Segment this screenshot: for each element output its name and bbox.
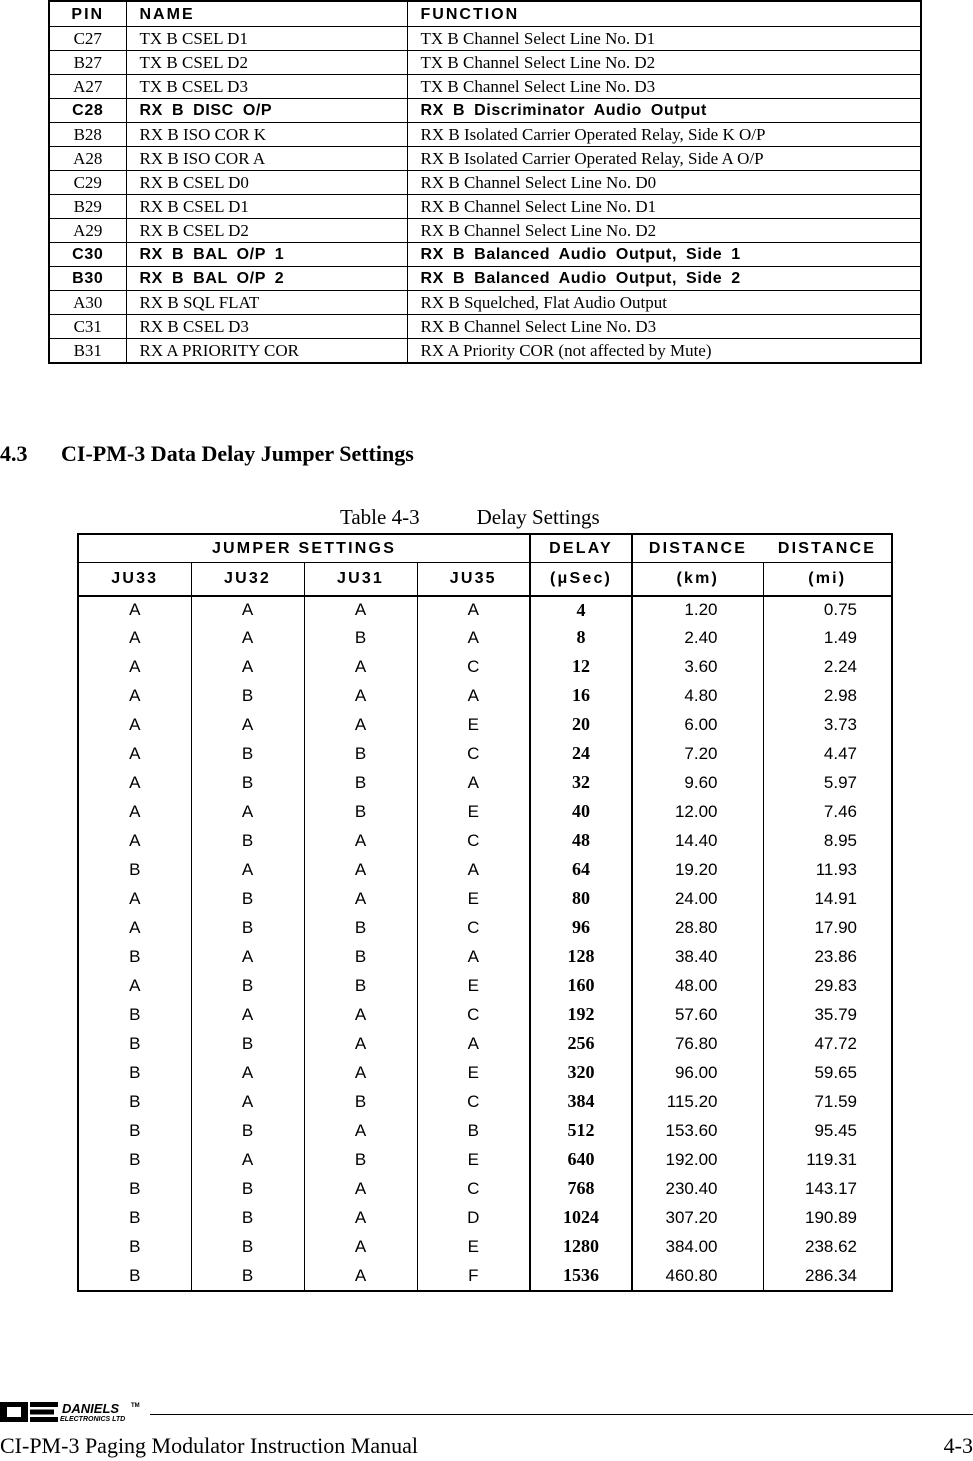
distance-km-header: DISTANCE bbox=[632, 534, 763, 563]
pin-row bbox=[49, 171, 921, 195]
delay-cell: 8 bbox=[530, 623, 632, 652]
delay-cell: 48 bbox=[530, 826, 632, 855]
ju33-cell: A bbox=[78, 797, 191, 826]
function-cell: RX B Channel Select Line No. D3 bbox=[407, 315, 921, 339]
ju35-cell: A bbox=[417, 1029, 530, 1058]
footer-page-number: 4-3 bbox=[943, 1433, 973, 1458]
name-cell: RX B BAL O/P 1 bbox=[126, 243, 407, 267]
ju33-cell: A bbox=[78, 623, 191, 652]
ju33-cell: B bbox=[78, 1116, 191, 1145]
ju33-cell: B bbox=[78, 1203, 191, 1232]
ju31-cell: A bbox=[304, 1203, 417, 1232]
delay-cell: 20 bbox=[530, 710, 632, 739]
delay-row bbox=[78, 1232, 892, 1261]
ju33-cell: A bbox=[78, 768, 191, 797]
pin-cell: C27 bbox=[49, 27, 126, 51]
mi-cell: 3.73 bbox=[823, 714, 857, 734]
logo-sub: ELECTRONICS LTD bbox=[60, 1416, 126, 1423]
ju32-cell: A bbox=[191, 942, 304, 971]
delay-row bbox=[78, 710, 892, 739]
ju32-cell: B bbox=[191, 1029, 304, 1058]
ju33-cell: A bbox=[78, 884, 191, 913]
pin-table-body bbox=[49, 27, 921, 364]
ju32-cell: B bbox=[191, 884, 304, 913]
name-cell: TX B CSEL D3 bbox=[126, 75, 407, 99]
function-cell: TX B Channel Select Line No. D3 bbox=[407, 75, 921, 99]
distance-mi-header: DISTANCE bbox=[763, 534, 892, 563]
logo-e-mark bbox=[30, 1402, 58, 1407]
ju35-cell: C bbox=[417, 1000, 530, 1029]
function-cell: RX B Balanced Audio Output, Side 1 bbox=[407, 243, 921, 267]
km-cell: 96.00 bbox=[632, 1058, 763, 1087]
section-title: CI-PM-3 Data Delay Jumper Settings bbox=[61, 441, 414, 466]
mi-cell: 95.45 bbox=[814, 1120, 857, 1140]
delay-row bbox=[78, 826, 892, 855]
ju32-cell: A bbox=[191, 596, 304, 623]
mi-cell: 29.83 bbox=[814, 975, 857, 995]
ju32-cell: A bbox=[191, 1058, 304, 1087]
ju31-cell: A bbox=[304, 1000, 417, 1029]
ju31-cell: A bbox=[304, 1232, 417, 1261]
ju32-cell: B bbox=[191, 1116, 304, 1145]
ju32-cell: B bbox=[191, 1232, 304, 1261]
name-cell: RX B DISC O/P bbox=[126, 99, 407, 123]
ju33-cell: A bbox=[78, 681, 191, 710]
ju31-cell: B bbox=[304, 739, 417, 768]
ju32-cell: A bbox=[191, 1087, 304, 1116]
ju31-cell: A bbox=[304, 1116, 417, 1145]
logo-tm: TM bbox=[131, 1403, 140, 1409]
ju32-cell: A bbox=[191, 797, 304, 826]
km-cell: 19.20 bbox=[632, 855, 763, 884]
delay-cell: 24 bbox=[530, 739, 632, 768]
ju35-cell: A bbox=[417, 768, 530, 797]
ju35-cell: C bbox=[417, 826, 530, 855]
ju35-cell: E bbox=[417, 884, 530, 913]
ju35-cell: C bbox=[417, 1174, 530, 1203]
name-cell: RX B ISO COR K bbox=[126, 123, 407, 147]
pin-row bbox=[49, 99, 921, 123]
delay-settings-table bbox=[77, 533, 893, 1292]
name-header: NAME bbox=[126, 1, 407, 27]
pin-cell: B28 bbox=[49, 123, 126, 147]
delay-header: DELAY bbox=[530, 534, 632, 563]
ju32-cell: B bbox=[191, 1174, 304, 1203]
ju31-cell: A bbox=[304, 681, 417, 710]
ju33-cell: B bbox=[78, 942, 191, 971]
ju31-cell: A bbox=[304, 855, 417, 884]
function-cell: RX B Isolated Carrier Operated Relay, Side A O/P bbox=[407, 147, 921, 171]
mi-cell: 35.79 bbox=[814, 1004, 857, 1024]
mi-cell: 17.90 bbox=[814, 917, 857, 937]
ju35-cell: E bbox=[417, 971, 530, 1000]
mi-cell: 1.49 bbox=[823, 627, 857, 647]
km-cell: 230.40 bbox=[632, 1174, 763, 1203]
pin-table-header bbox=[49, 1, 921, 27]
ju31-cell: B bbox=[304, 623, 417, 652]
pin-row bbox=[49, 267, 921, 291]
ju32-cell: B bbox=[191, 768, 304, 797]
km-cell: 7.20 bbox=[632, 739, 763, 768]
mi-cell: 11.93 bbox=[815, 859, 857, 879]
ju31-cell: B bbox=[304, 971, 417, 1000]
name-cell: TX B CSEL D1 bbox=[126, 27, 407, 51]
ju35-cell: A bbox=[417, 942, 530, 971]
ju32-cell: A bbox=[191, 710, 304, 739]
function-header: FUNCTION bbox=[407, 1, 921, 27]
delay-cell: 40 bbox=[530, 797, 632, 826]
km-cell: 153.60 bbox=[632, 1116, 763, 1145]
mi-cell: 8.95 bbox=[823, 830, 857, 850]
ju32-cell: A bbox=[191, 1145, 304, 1174]
km-cell: 38.40 bbox=[632, 942, 763, 971]
delay-row bbox=[78, 1029, 892, 1058]
function-cell: TX B Channel Select Line No. D1 bbox=[407, 27, 921, 51]
table-caption-title: Delay Settings bbox=[476, 505, 600, 529]
ju32-cell: B bbox=[191, 826, 304, 855]
ju35-cell: E bbox=[417, 1145, 530, 1174]
pin-row bbox=[49, 291, 921, 315]
mi-cell: 2.98 bbox=[823, 685, 857, 705]
table-caption bbox=[340, 505, 600, 530]
name-cell: RX B CSEL D0 bbox=[126, 171, 407, 195]
ju31-cell: A bbox=[304, 884, 417, 913]
name-cell: RX B CSEL D2 bbox=[126, 219, 407, 243]
pin-cell: C31 bbox=[49, 315, 126, 339]
ju32-cell: A bbox=[191, 1000, 304, 1029]
delay-row bbox=[78, 623, 892, 652]
km-cell: 12.00 bbox=[632, 797, 763, 826]
km-cell: 6.00 bbox=[632, 710, 763, 739]
pin-row bbox=[49, 195, 921, 219]
mi-cell: 14.91 bbox=[814, 888, 857, 908]
delay-row bbox=[78, 1174, 892, 1203]
ju33-cell: A bbox=[78, 739, 191, 768]
pin-row bbox=[49, 123, 921, 147]
pin-row bbox=[49, 147, 921, 171]
ju32-header: JU32 bbox=[191, 563, 304, 597]
delay-row bbox=[78, 855, 892, 884]
pin-row bbox=[49, 27, 921, 51]
mi-cell: 47.72 bbox=[814, 1033, 857, 1053]
ju33-header: JU33 bbox=[78, 563, 191, 597]
ju32-cell: A bbox=[191, 652, 304, 681]
mi-cell: 2.24 bbox=[823, 656, 857, 676]
delay-row bbox=[78, 913, 892, 942]
delay-cell: 16 bbox=[530, 681, 632, 710]
function-cell: RX A Priority COR (not affected by Mute) bbox=[407, 339, 921, 364]
ju35-header: JU35 bbox=[417, 563, 530, 597]
ju33-cell: B bbox=[78, 1174, 191, 1203]
pin-cell: B27 bbox=[49, 51, 126, 75]
delay-row bbox=[78, 1203, 892, 1232]
pin-row bbox=[49, 243, 921, 267]
delay-cell: 80 bbox=[530, 884, 632, 913]
ju32-cell: A bbox=[191, 855, 304, 884]
footer-manual-title: CI-PM-3 Paging Modulator Instruction Manual bbox=[0, 1433, 418, 1458]
delay-row bbox=[78, 1058, 892, 1087]
ju33-cell: B bbox=[78, 1232, 191, 1261]
ju35-cell: A bbox=[417, 855, 530, 884]
mi-cell: 71.59 bbox=[814, 1091, 857, 1111]
delay-cell: 12 bbox=[530, 652, 632, 681]
ju31-header: JU31 bbox=[304, 563, 417, 597]
ju32-cell: B bbox=[191, 971, 304, 1000]
delay-row bbox=[78, 1087, 892, 1116]
ju31-cell: A bbox=[304, 652, 417, 681]
ju31-cell: B bbox=[304, 942, 417, 971]
ju35-cell: A bbox=[417, 681, 530, 710]
ju33-cell: B bbox=[78, 1087, 191, 1116]
ju35-cell: F bbox=[417, 1261, 530, 1291]
ju31-cell: A bbox=[304, 596, 417, 623]
km-cell: 2.40 bbox=[632, 623, 763, 652]
pin-header: PIN bbox=[49, 1, 126, 27]
delay-cell: 768 bbox=[530, 1174, 632, 1203]
km-cell: 192.00 bbox=[632, 1145, 763, 1174]
ju31-cell: A bbox=[304, 826, 417, 855]
function-cell: RX B Channel Select Line No. D2 bbox=[407, 219, 921, 243]
ju31-cell: A bbox=[304, 710, 417, 739]
pin-row bbox=[49, 219, 921, 243]
delay-row bbox=[78, 942, 892, 971]
ju31-cell: A bbox=[304, 1058, 417, 1087]
ju33-cell: B bbox=[78, 1000, 191, 1029]
delay-cell: 640 bbox=[530, 1145, 632, 1174]
delay-cell: 4 bbox=[530, 596, 632, 623]
ju35-cell: C bbox=[417, 739, 530, 768]
jumper-settings-header: JUMPER SETTINGS bbox=[78, 534, 530, 563]
ju31-cell: A bbox=[304, 1261, 417, 1291]
delay-row bbox=[78, 797, 892, 826]
ju32-cell: B bbox=[191, 681, 304, 710]
ju32-cell: B bbox=[191, 1203, 304, 1232]
km-unit-header: (km) bbox=[632, 563, 763, 597]
delay-row bbox=[78, 1145, 892, 1174]
ju33-cell: A bbox=[78, 913, 191, 942]
ju35-cell: C bbox=[417, 913, 530, 942]
section-heading bbox=[0, 441, 414, 467]
delay-cell: 1280 bbox=[530, 1232, 632, 1261]
ju35-cell: B bbox=[417, 1116, 530, 1145]
km-cell: 57.60 bbox=[632, 1000, 763, 1029]
pin-cell: A27 bbox=[49, 75, 126, 99]
ju31-cell: A bbox=[304, 1029, 417, 1058]
pin-cell: A28 bbox=[49, 147, 126, 171]
km-cell: 307.20 bbox=[632, 1203, 763, 1232]
ju33-cell: B bbox=[78, 1029, 191, 1058]
pin-cell: C29 bbox=[49, 171, 126, 195]
function-cell: RX B Channel Select Line No. D1 bbox=[407, 195, 921, 219]
ju33-cell: B bbox=[78, 855, 191, 884]
delay-row bbox=[78, 768, 892, 797]
mi-cell: 4.47 bbox=[823, 743, 857, 763]
mi-cell: 59.65 bbox=[814, 1062, 857, 1082]
mi-cell: 190.89 bbox=[805, 1207, 857, 1227]
ju32-cell: B bbox=[191, 1261, 304, 1291]
function-cell: RX B Isolated Carrier Operated Relay, Side K O/P bbox=[407, 123, 921, 147]
ju31-cell: B bbox=[304, 797, 417, 826]
km-cell: 384.00 bbox=[632, 1232, 763, 1261]
pin-cell: B30 bbox=[49, 267, 126, 291]
function-cell: TX B Channel Select Line No. D2 bbox=[407, 51, 921, 75]
delay-table-subheader-row bbox=[78, 563, 892, 597]
ju35-cell: A bbox=[417, 623, 530, 652]
mi-cell: 119.31 bbox=[806, 1149, 857, 1169]
delay-cell: 384 bbox=[530, 1087, 632, 1116]
km-cell: 48.00 bbox=[632, 971, 763, 1000]
ju31-cell: A bbox=[304, 1174, 417, 1203]
name-cell: RX B CSEL D3 bbox=[126, 315, 407, 339]
delay-cell: 512 bbox=[530, 1116, 632, 1145]
ju35-cell: A bbox=[417, 596, 530, 623]
delay-row bbox=[78, 1261, 892, 1291]
delay-cell: 160 bbox=[530, 971, 632, 1000]
pin-cell: B31 bbox=[49, 339, 126, 364]
ju35-cell: E bbox=[417, 1232, 530, 1261]
ju31-cell: B bbox=[304, 913, 417, 942]
delay-table-body bbox=[78, 596, 892, 1291]
delay-cell: 192 bbox=[530, 1000, 632, 1029]
section-number: 4.3 bbox=[0, 441, 28, 466]
name-cell: RX B SQL FLAT bbox=[126, 291, 407, 315]
function-cell: RX B Channel Select Line No. D0 bbox=[407, 171, 921, 195]
km-cell: 1.20 bbox=[632, 596, 763, 623]
function-cell: RX B Discriminator Audio Output bbox=[407, 99, 921, 123]
delay-row bbox=[78, 596, 892, 623]
ju32-cell: B bbox=[191, 739, 304, 768]
delay-cell: 1024 bbox=[530, 1203, 632, 1232]
km-cell: 460.80 bbox=[632, 1261, 763, 1291]
ju31-cell: B bbox=[304, 1145, 417, 1174]
ju33-cell: A bbox=[78, 971, 191, 1000]
pin-table bbox=[48, 0, 922, 364]
pin-cell: A30 bbox=[49, 291, 126, 315]
footer-rule bbox=[150, 1414, 973, 1415]
usec-unit-header: (μSec) bbox=[530, 563, 632, 597]
pin-row bbox=[49, 51, 921, 75]
delay-row bbox=[78, 739, 892, 768]
pin-row bbox=[49, 315, 921, 339]
ju35-cell: C bbox=[417, 652, 530, 681]
delay-row bbox=[78, 681, 892, 710]
delay-cell: 96 bbox=[530, 913, 632, 942]
ju31-cell: B bbox=[304, 1087, 417, 1116]
pin-cell: C28 bbox=[49, 99, 126, 123]
mi-cell: 23.86 bbox=[814, 946, 857, 966]
ju33-cell: B bbox=[78, 1058, 191, 1087]
km-cell: 76.80 bbox=[632, 1029, 763, 1058]
mi-cell: 7.46 bbox=[823, 801, 857, 821]
ju35-cell: E bbox=[417, 797, 530, 826]
delay-table-header-row bbox=[78, 534, 892, 563]
ju33-cell: A bbox=[78, 652, 191, 681]
name-cell: RX B CSEL D1 bbox=[126, 195, 407, 219]
ju33-cell: A bbox=[78, 710, 191, 739]
function-cell: RX B Squelched, Flat Audio Output bbox=[407, 291, 921, 315]
delay-row bbox=[78, 1116, 892, 1145]
mi-cell: 286.34 bbox=[805, 1265, 857, 1285]
km-cell: 3.60 bbox=[632, 652, 763, 681]
mi-cell: 238.62 bbox=[805, 1236, 857, 1256]
mi-cell: 5.97 bbox=[823, 772, 857, 792]
ju35-cell: D bbox=[417, 1203, 530, 1232]
ju32-cell: B bbox=[191, 913, 304, 942]
pin-cell: C30 bbox=[49, 243, 126, 267]
km-cell: 9.60 bbox=[632, 768, 763, 797]
daniels-logo bbox=[0, 1399, 160, 1425]
ju33-cell: A bbox=[78, 826, 191, 855]
function-cell: RX B Balanced Audio Output, Side 2 bbox=[407, 267, 921, 291]
delay-cell: 1536 bbox=[530, 1261, 632, 1291]
km-cell: 115.20 bbox=[632, 1087, 763, 1116]
name-cell: RX B BAL O/P 2 bbox=[126, 267, 407, 291]
delay-cell: 320 bbox=[530, 1058, 632, 1087]
ju31-cell: B bbox=[304, 768, 417, 797]
km-cell: 24.00 bbox=[632, 884, 763, 913]
ju35-cell: C bbox=[417, 1087, 530, 1116]
name-cell: RX A PRIORITY COR bbox=[126, 339, 407, 364]
pin-row bbox=[49, 75, 921, 99]
delay-cell: 128 bbox=[530, 942, 632, 971]
delay-cell: 256 bbox=[530, 1029, 632, 1058]
ju33-cell: A bbox=[78, 596, 191, 623]
pin-cell: B29 bbox=[49, 195, 126, 219]
delay-row bbox=[78, 971, 892, 1000]
ju35-cell: E bbox=[417, 710, 530, 739]
ju33-cell: B bbox=[78, 1261, 191, 1291]
delay-row bbox=[78, 652, 892, 681]
ju35-cell: E bbox=[417, 1058, 530, 1087]
logo-name: DANIELS bbox=[62, 1401, 120, 1416]
pin-row bbox=[49, 339, 921, 364]
mi-cell: 0.75 bbox=[823, 600, 857, 619]
delay-row bbox=[78, 1000, 892, 1029]
km-cell: 4.80 bbox=[632, 681, 763, 710]
name-cell: TX B CSEL D2 bbox=[126, 51, 407, 75]
ju33-cell: B bbox=[78, 1145, 191, 1174]
delay-cell: 64 bbox=[530, 855, 632, 884]
name-cell: RX B ISO COR A bbox=[126, 147, 407, 171]
mi-unit-header: (mi) bbox=[763, 563, 892, 597]
delay-cell: 32 bbox=[530, 768, 632, 797]
delay-row bbox=[78, 884, 892, 913]
pin-cell: A29 bbox=[49, 219, 126, 243]
table-caption-label: Table 4-3 bbox=[340, 505, 420, 529]
mi-cell: 143.17 bbox=[805, 1178, 857, 1198]
km-cell: 28.80 bbox=[632, 913, 763, 942]
km-cell: 14.40 bbox=[632, 826, 763, 855]
ju32-cell: A bbox=[191, 623, 304, 652]
